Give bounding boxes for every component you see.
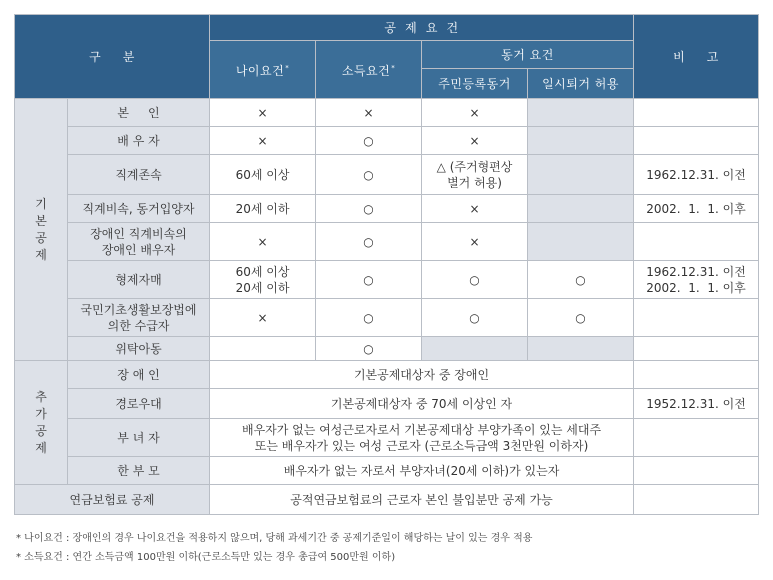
age-cell: 60세 이상 20세 이하 [210, 261, 316, 299]
resident-cell: ○ [422, 299, 528, 337]
header-income-label: 소득요건 [341, 64, 391, 78]
row-label-pension: 연금보험료 공제 [15, 485, 210, 515]
income-cell: ○ [316, 127, 422, 155]
description-cell: 배우자가 없는 자로서 부양자녀(20세 이하)가 있는자 [210, 457, 634, 485]
age-cell [210, 337, 316, 361]
footnote-income: * 소득요건 : 연간 소득금액 100만원 이하(근로소득만 있는 경우 총급여 500만원 이하) [16, 552, 396, 563]
row-label: 직계존속 [68, 155, 210, 195]
row-label: 장 애 인 [68, 361, 210, 389]
table-row [15, 261, 759, 299]
remark-cell [634, 485, 759, 515]
resident-cell: × [422, 195, 528, 223]
temp-leave-cell [528, 99, 634, 127]
temp-leave-cell [528, 223, 634, 261]
group-basic-deduction [15, 99, 68, 361]
description-cell: 공적연금보험료의 근로자 본인 불입분만 공제 가능 [210, 485, 634, 515]
income-cell: ○ [316, 195, 422, 223]
temp-leave-cell [528, 155, 634, 195]
table-row [15, 127, 759, 155]
group-additional-deduction [15, 361, 68, 485]
deduction-requirements-table [14, 14, 759, 515]
age-cell: × [210, 223, 316, 261]
table-row [15, 155, 759, 195]
remark-cell [634, 361, 759, 389]
remark-cell [634, 127, 759, 155]
resident-cell: × [422, 223, 528, 261]
resident-cell: ○ [422, 261, 528, 299]
table-row [15, 485, 759, 515]
table-row [15, 457, 759, 485]
row-label: 직계비속, 동거입양자 [68, 195, 210, 223]
table-row [15, 99, 759, 127]
age-cell: × [210, 127, 316, 155]
income-cell: ○ [316, 261, 422, 299]
remark-cell: 1962.12.31. 이전 [634, 155, 759, 195]
header-age [210, 41, 316, 99]
income-cell: ○ [316, 337, 422, 361]
remark-cell: 1952.12.31. 이전 [634, 389, 759, 419]
row-label: 경로우대 [68, 389, 210, 419]
header-age-asterisk: * [285, 64, 290, 72]
row-label: 배 우 자 [68, 127, 210, 155]
age-cell: 20세 이하 [210, 195, 316, 223]
table-row [15, 195, 759, 223]
age-cell: 60세 이상 [210, 155, 316, 195]
remark-cell [634, 299, 759, 337]
description-cell: 배우자가 없는 여성근로자로서 기본공제대상 부양가족이 있는 세대주 또는 배우자가 있는 여성 근로자 (근로소득금액 3천만원 이하자) [210, 419, 634, 457]
remark-cell [634, 337, 759, 361]
table-row [15, 389, 759, 419]
remark-cell [634, 457, 759, 485]
header-income [316, 41, 422, 99]
remark-cell: 2002. 1. 1. 이후 [634, 195, 759, 223]
resident-cell [422, 337, 528, 361]
remark-cell [634, 99, 759, 127]
row-label: 한 부 모 [68, 457, 210, 485]
header-gubun: 구 분 [15, 15, 210, 99]
row-label: 장애인 직계비속의 장애인 배우자 [68, 223, 210, 261]
row-label: 부 녀 자 [68, 419, 210, 457]
header-deduction-requirements: 공 제 요 건 [210, 15, 634, 41]
group-additional-label: 추 가 공 제 [35, 389, 47, 455]
temp-leave-cell [528, 337, 634, 361]
temp-leave-cell: ○ [528, 299, 634, 337]
header-cohabitation: 동거 요건 [422, 41, 634, 69]
table-row [15, 337, 759, 361]
temp-leave-cell [528, 195, 634, 223]
group-basic-label: 기 본 공 제 [35, 196, 47, 262]
table-row [15, 299, 759, 337]
income-cell: × [316, 99, 422, 127]
age-cell: × [210, 299, 316, 337]
header-age-label: 나이요건 [235, 64, 285, 78]
header-temporary-leave: 일시퇴거 허용 [528, 69, 634, 99]
header-remarks: 비 고 [634, 15, 759, 99]
row-label: 본 인 [68, 99, 210, 127]
footnote-age: * 나이요건 : 장애인의 경우 나이요건을 적용하지 않으며, 당해 과세기간 중 공제기준일이 해당하는 날이 있는 경우 적용 [16, 533, 533, 544]
description-cell: 기본공제대상자 중 70세 이상인 자 [210, 389, 634, 419]
row-label: 형제자매 [68, 261, 210, 299]
remark-cell [634, 223, 759, 261]
income-cell: ○ [316, 155, 422, 195]
footnotes [16, 529, 532, 567]
table-row [15, 223, 759, 261]
income-cell: ○ [316, 299, 422, 337]
remark-cell: 1962.12.31. 이전 2002. 1. 1. 이후 [634, 261, 759, 299]
row-label: 국민기초생활보장법에 의한 수급자 [68, 299, 210, 337]
resident-cell: × [422, 127, 528, 155]
remark-cell [634, 419, 759, 457]
row-label: 위탁아동 [68, 337, 210, 361]
table-row [15, 361, 759, 389]
temp-leave-cell [528, 127, 634, 155]
header-resident-registration: 주민등록동거 [422, 69, 528, 99]
table-row [15, 419, 759, 457]
resident-cell: △ (주거형편상 별거 허용) [422, 155, 528, 195]
description-cell: 기본공제대상자 중 장애인 [210, 361, 634, 389]
resident-cell: × [422, 99, 528, 127]
income-cell: ○ [316, 223, 422, 261]
age-cell: × [210, 99, 316, 127]
temp-leave-cell: ○ [528, 261, 634, 299]
header-income-asterisk: * [391, 64, 396, 72]
